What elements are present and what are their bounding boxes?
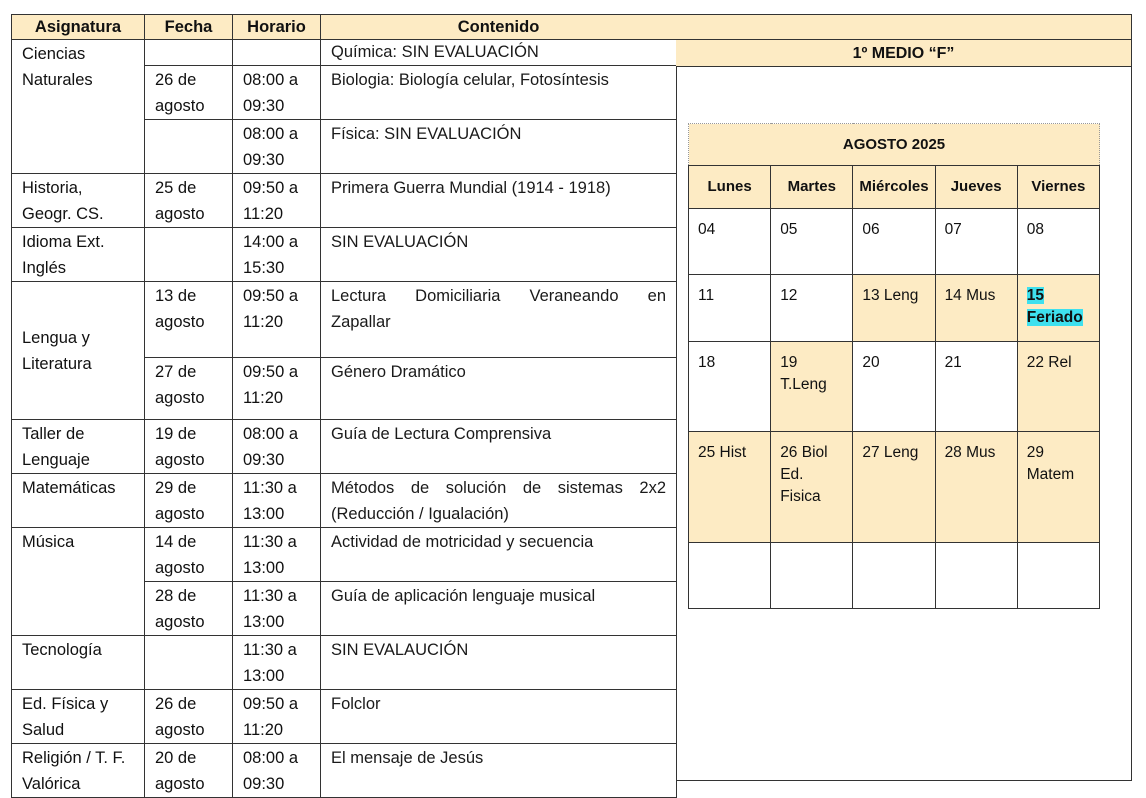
table-row bbox=[12, 528, 677, 582]
horario-end: 09:30 bbox=[243, 774, 285, 793]
calendar-day: 04 bbox=[689, 209, 771, 275]
subject-cell: Matemáticas bbox=[12, 474, 145, 528]
horario-cell bbox=[233, 282, 321, 358]
subject-cell: Ciencias Naturales bbox=[12, 40, 145, 174]
fecha-cell bbox=[145, 228, 233, 282]
subject-cell: Lengua y Literatura bbox=[12, 282, 145, 420]
calendar-week bbox=[689, 342, 1100, 432]
horario-start: 09:50 a bbox=[243, 695, 299, 713]
horario-cell bbox=[233, 690, 321, 744]
table-row bbox=[12, 174, 677, 228]
feriado-label: 15 Feriado bbox=[1026, 287, 1083, 326]
calendar-day: 11 bbox=[689, 275, 771, 342]
calendar-day bbox=[935, 543, 1017, 609]
horario-start: 08:00 a bbox=[243, 749, 299, 767]
horario-end: 11:20 bbox=[243, 204, 284, 223]
horario-end: 09:30 bbox=[243, 450, 285, 469]
horario-cell bbox=[233, 174, 321, 228]
fecha-cell bbox=[145, 120, 233, 174]
calendar-week bbox=[689, 432, 1100, 543]
horario-start: 11:30 a bbox=[243, 587, 297, 605]
horario-cell bbox=[233, 636, 321, 690]
horario-start: 14:00 a bbox=[243, 233, 299, 251]
calendar-day: 08 bbox=[1017, 209, 1099, 275]
horario-end: 13:00 bbox=[243, 612, 285, 631]
horario-end: 15:30 bbox=[243, 258, 285, 277]
horario-cell bbox=[233, 120, 321, 174]
subject-cell: Tecnología bbox=[12, 636, 145, 690]
fecha-cell: 29 de agosto bbox=[145, 474, 233, 528]
calendar-day bbox=[853, 543, 935, 609]
horario-end: 13:00 bbox=[243, 504, 285, 523]
calendar-day bbox=[689, 543, 771, 609]
right-header-band bbox=[676, 14, 1132, 39]
fecha-cell: 14 de agosto bbox=[145, 528, 233, 582]
horario-cell bbox=[233, 474, 321, 528]
calendar-august bbox=[688, 123, 1100, 609]
calendar-week bbox=[689, 275, 1100, 342]
horario-start: 11:30 a bbox=[243, 533, 297, 551]
horario-cell bbox=[233, 528, 321, 582]
subject-cell: Religión / T. F. Valórica bbox=[12, 744, 145, 798]
calendar-day bbox=[771, 543, 853, 609]
contenido-cell: Guía de Lectura Comprensiva bbox=[321, 420, 677, 474]
table-row bbox=[12, 40, 677, 66]
subject-cell: Taller de Lenguaje bbox=[12, 420, 145, 474]
calendar-week bbox=[689, 543, 1100, 609]
calendar-day-event: 14 Mus bbox=[935, 275, 1017, 342]
header-horario: Horario bbox=[233, 15, 321, 40]
calendar-weekday-row bbox=[689, 166, 1100, 209]
calendar-day: 06 bbox=[853, 209, 935, 275]
contenido-cell: SIN EVALAUCIÓN bbox=[321, 636, 677, 690]
horario-cell bbox=[233, 40, 321, 66]
fecha-cell: 19 de agosto bbox=[145, 420, 233, 474]
calendar-day: 05 bbox=[771, 209, 853, 275]
horario-cell bbox=[233, 744, 321, 798]
contenido-cell: Guía de aplicación lenguaje musical bbox=[321, 582, 677, 636]
horario-start: 08:00 a bbox=[243, 125, 299, 143]
horario-end: 13:00 bbox=[243, 558, 285, 577]
weekday-martes: Martes bbox=[771, 166, 853, 209]
class-title: 1º MEDIO “F” bbox=[676, 39, 1132, 67]
horario-start: 08:00 a bbox=[243, 71, 299, 89]
table-row bbox=[12, 228, 677, 282]
table-header-row bbox=[12, 15, 677, 40]
horario-cell bbox=[233, 582, 321, 636]
contenido-cell: Química: SIN EVALUACIÓN bbox=[321, 40, 677, 66]
horario-cell bbox=[233, 420, 321, 474]
contenido-cell: Género Dramático bbox=[321, 358, 677, 420]
fecha-cell: 20 de agosto bbox=[145, 744, 233, 798]
contenido-cell: Biologia: Biología celular, Fotosíntesis bbox=[321, 66, 677, 120]
fecha-cell: 26 de agosto bbox=[145, 66, 233, 120]
horario-start: 09:50 a bbox=[243, 179, 299, 197]
calendar-day bbox=[1017, 543, 1099, 609]
calendar-day-event: 28 Mus bbox=[935, 432, 1017, 543]
calendar-day-event: 29 Matem bbox=[1017, 432, 1099, 543]
table-row bbox=[12, 690, 677, 744]
contenido-cell: Física: SIN EVALUACIÓN bbox=[321, 120, 677, 174]
header-fecha: Fecha bbox=[145, 15, 233, 40]
calendar-day-event: 19 T.Leng bbox=[771, 342, 853, 432]
table-row bbox=[12, 282, 677, 358]
calendar-day-event: 22 Rel bbox=[1017, 342, 1099, 432]
horario-cell bbox=[233, 66, 321, 120]
contenido-cell: El mensaje de Jesús bbox=[321, 744, 677, 798]
fecha-cell: 27 de agosto bbox=[145, 358, 233, 420]
weekday-jueves: Jueves bbox=[935, 166, 1017, 209]
fecha-cell: 25 de agosto bbox=[145, 174, 233, 228]
fecha-cell: 26 de agosto bbox=[145, 690, 233, 744]
header-asignatura: Asignatura bbox=[12, 15, 145, 40]
subject-cell: Música bbox=[12, 528, 145, 636]
calendar-day-event: 26 Biol Ed. Fisica bbox=[771, 432, 853, 543]
weekday-lunes: Lunes bbox=[689, 166, 771, 209]
horario-end: 11:20 bbox=[243, 312, 284, 331]
header-contenido: Contenido bbox=[321, 15, 677, 40]
horario-cell bbox=[233, 228, 321, 282]
subject-cell: Ed. Física y Salud bbox=[12, 690, 145, 744]
calendar-day-event: 13 Leng bbox=[853, 275, 935, 342]
horario-end: 09:30 bbox=[243, 96, 285, 115]
horario-end: 11:20 bbox=[243, 720, 284, 739]
calendar-day: 18 bbox=[689, 342, 771, 432]
contenido-cell: Lectura Domiciliaria Veraneando en Zapallar bbox=[321, 282, 677, 358]
fecha-cell bbox=[145, 636, 233, 690]
horario-start: 08:00 a bbox=[243, 425, 299, 443]
table-row bbox=[12, 744, 677, 798]
contenido-cell: Primera Guerra Mundial (1914 - 1918) bbox=[321, 174, 677, 228]
horario-start: 11:30 a bbox=[243, 479, 297, 497]
weekday-miercoles: Miércoles bbox=[853, 166, 935, 209]
calendar-day-event: 25 Hist bbox=[689, 432, 771, 543]
evaluation-schedule-table bbox=[11, 14, 677, 798]
calendar-month-title: AGOSTO 2025 bbox=[689, 124, 1100, 166]
calendar-day: 07 bbox=[935, 209, 1017, 275]
calendar-day: 21 bbox=[935, 342, 1017, 432]
calendar-week bbox=[689, 209, 1100, 275]
fecha-cell: 28 de agosto bbox=[145, 582, 233, 636]
horario-start: 09:50 a bbox=[243, 287, 299, 305]
subject-cell: Idioma Ext. Inglés bbox=[12, 228, 145, 282]
contenido-cell: Actividad de motricidad y secuencia bbox=[321, 528, 677, 582]
weekday-viernes: Viernes bbox=[1017, 166, 1099, 209]
table-row bbox=[12, 420, 677, 474]
calendar-day-holiday bbox=[1017, 275, 1099, 342]
subject-cell: Historia, Geogr. CS. bbox=[12, 174, 145, 228]
horario-end: 11:20 bbox=[243, 388, 284, 407]
contenido-cell: Folclor bbox=[321, 690, 677, 744]
horario-end: 13:00 bbox=[243, 666, 285, 685]
horario-start: 09:50 a bbox=[243, 363, 299, 381]
calendar-day: 12 bbox=[771, 275, 853, 342]
fecha-cell bbox=[145, 40, 233, 66]
table-row bbox=[12, 474, 677, 528]
contenido-cell: Métodos de solución de sistemas 2x2 (Reducción / Igualación) bbox=[321, 474, 677, 528]
fecha-cell: 13 de agosto bbox=[145, 282, 233, 358]
calendar-day-event: 27 Leng bbox=[853, 432, 935, 543]
horario-cell bbox=[233, 358, 321, 420]
table-row bbox=[12, 636, 677, 690]
horario-end: 09:30 bbox=[243, 150, 285, 169]
calendar-day: 20 bbox=[853, 342, 935, 432]
horario-start: 11:30 a bbox=[243, 641, 297, 659]
contenido-cell: SIN EVALUACIÓN bbox=[321, 228, 677, 282]
